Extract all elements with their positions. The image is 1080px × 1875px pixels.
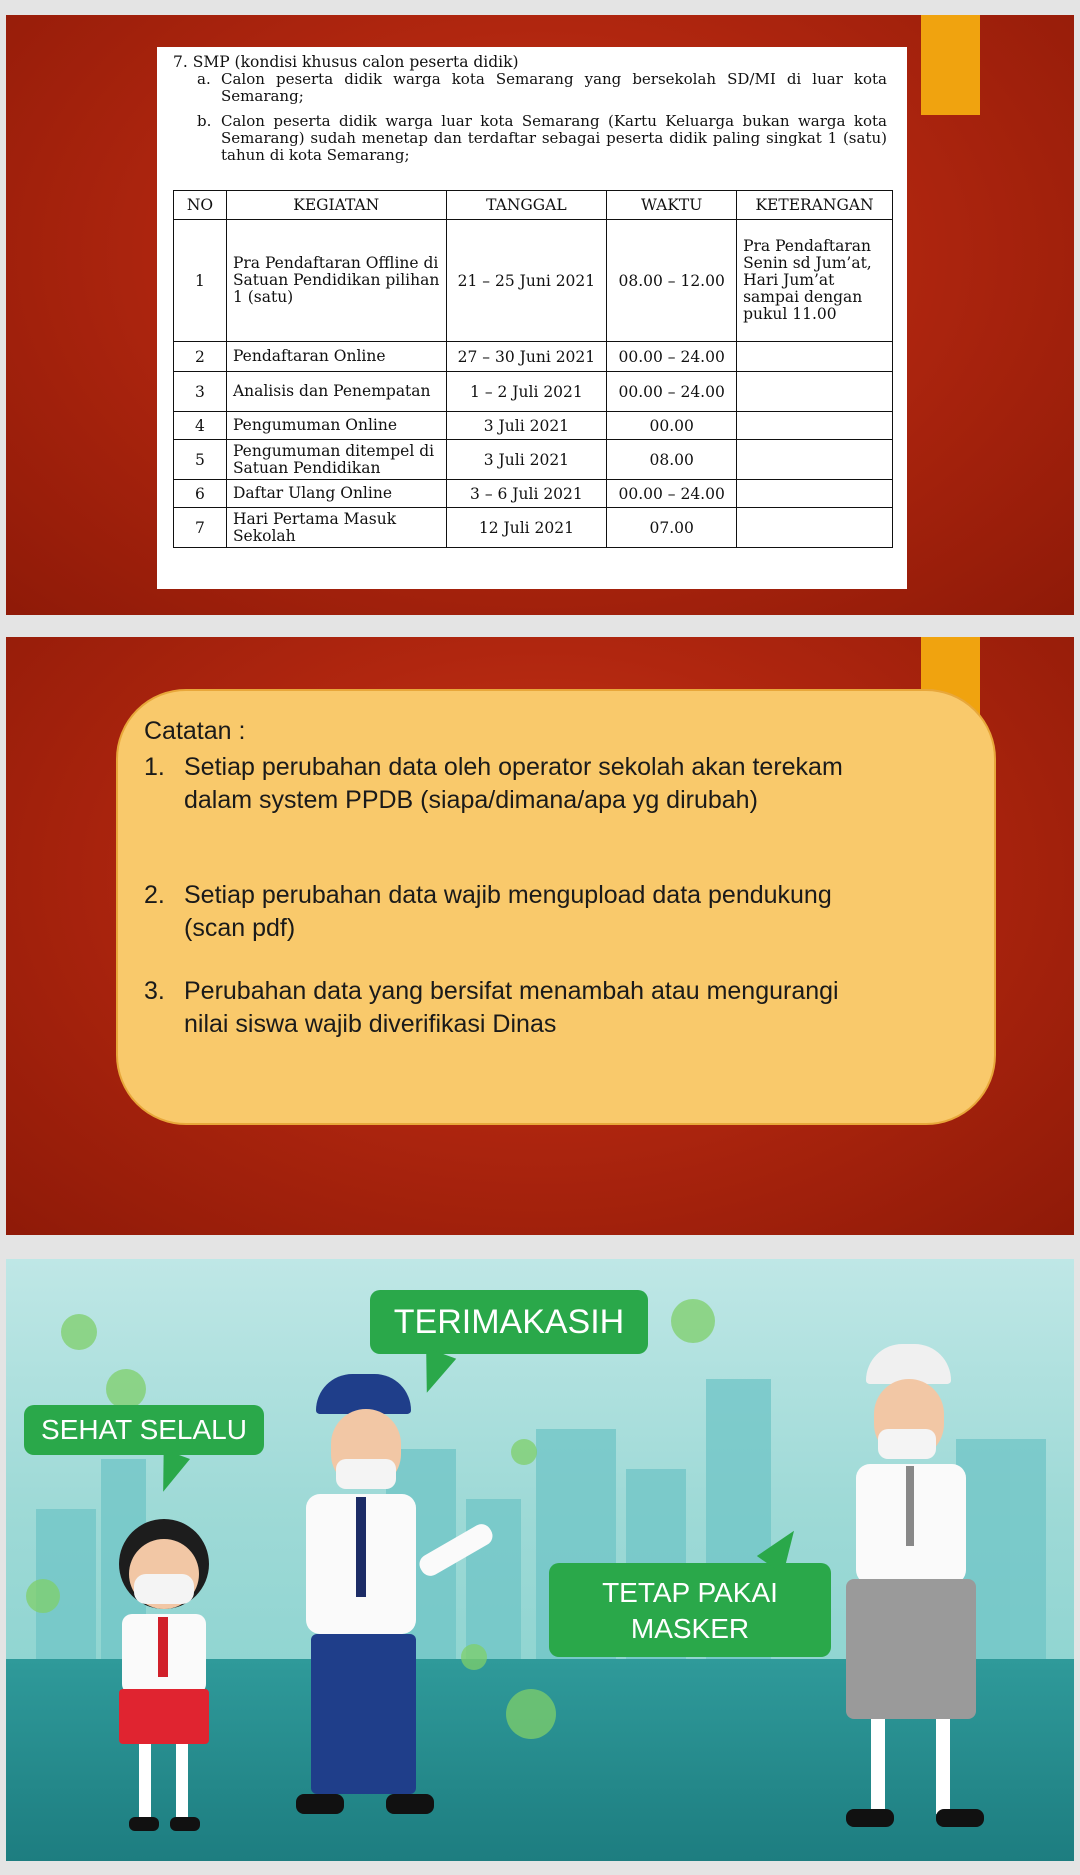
table-row — [174, 440, 893, 480]
note-number: 3. — [144, 977, 165, 1005]
cell-tanggal: 27 – 30 Juni 2021 — [446, 342, 607, 372]
doc-item-b — [197, 113, 887, 164]
table-row — [174, 508, 893, 548]
virus-icon — [61, 1314, 97, 1350]
virus-icon — [506, 1689, 556, 1739]
cell-waktu: 08.00 — [607, 440, 737, 480]
speech-bubble-tetap-pakai-masker — [549, 1563, 831, 1657]
table-header-row — [174, 191, 893, 220]
note-item-3 — [144, 975, 884, 1041]
cell-waktu: 00.00 – 24.00 — [607, 342, 737, 372]
doc-item-label: b. — [197, 112, 212, 130]
document-page — [157, 47, 907, 589]
virus-icon — [106, 1369, 146, 1409]
doc-item-label: a. — [197, 70, 211, 88]
speech-bubble-terimakasih — [370, 1290, 648, 1354]
cell-kegiatan: Pengumuman Online — [226, 412, 446, 440]
cell-keterangan — [737, 440, 893, 480]
cell-no: 2 — [174, 342, 227, 372]
virus-icon — [671, 1299, 715, 1343]
slide-notes — [6, 637, 1074, 1235]
accent-bar — [921, 15, 980, 115]
cell-tanggal: 3 Juli 2021 — [446, 440, 607, 480]
cell-no: 1 — [174, 220, 227, 342]
cell-keterangan — [737, 412, 893, 440]
doc-item-text: Calon peserta didik warga kota Semarang yang bersekolah SD/MI di luar kota Semarang; — [221, 70, 887, 105]
note-item-2 — [144, 879, 884, 945]
virus-icon — [26, 1579, 60, 1613]
cell-waktu: 08.00 – 12.00 — [607, 220, 737, 342]
virus-icon — [511, 1439, 537, 1465]
cell-waktu: 07.00 — [607, 508, 737, 548]
note-title: Catatan : — [144, 717, 246, 745]
bubble-tail — [150, 1449, 190, 1496]
cell-tanggal: 3 Juli 2021 — [446, 412, 607, 440]
student-girl-illustration — [94, 1509, 234, 1849]
cell-kegiatan: Pengumuman ditempel di Satuan Pendidikan — [226, 440, 446, 480]
table-row — [174, 342, 893, 372]
cell-no: 6 — [174, 480, 227, 508]
cell-kegiatan: Pendaftaran Online — [226, 342, 446, 372]
cell-no: 5 — [174, 440, 227, 480]
note-text: Setiap perubahan data oleh operator sekolah akan terekam dalam system PPDB (siapa/dimana/apa yg dirubah) — [184, 753, 843, 814]
schedule-table — [173, 190, 893, 548]
slide-schedule — [6, 15, 1074, 615]
col-header-kegiatan: KEGIATAN — [226, 191, 446, 220]
cell-tanggal: 1 – 2 Juli 2021 — [446, 372, 607, 412]
col-header-no: NO — [174, 191, 227, 220]
bubble-text: SEHAT SELALU — [41, 1414, 247, 1445]
cell-keterangan: Pra Pendaftaran Senin sd Jum’at, Hari Jum’at sampai dengan pukul 11.00 — [737, 220, 893, 342]
cell-tanggal: 12 Juli 2021 — [446, 508, 607, 548]
note-item-1 — [144, 751, 884, 817]
cell-waktu: 00.00 — [607, 412, 737, 440]
cell-keterangan — [737, 480, 893, 508]
cell-no: 7 — [174, 508, 227, 548]
cell-waktu: 00.00 – 24.00 — [607, 480, 737, 508]
bubble-text: TETAP PAKAI MASKER — [602, 1577, 778, 1644]
slide-closing-illustration — [6, 1259, 1074, 1861]
table-row — [174, 480, 893, 508]
cell-kegiatan: Pra Pendaftaran Offline di Satuan Pendidikan pilihan 1 (satu) — [226, 220, 446, 342]
table-row — [174, 372, 893, 412]
col-header-keterangan: KETERANGAN — [737, 191, 893, 220]
table-row — [174, 412, 893, 440]
doc-heading: 7. SMP (kondisi khusus calon peserta didik) — [173, 53, 519, 71]
cell-kegiatan: Hari Pertama Masuk Sekolah — [226, 508, 446, 548]
note-number: 2. — [144, 881, 165, 909]
bubble-text: TERIMAKASIH — [393, 1303, 625, 1341]
cell-keterangan — [737, 342, 893, 372]
cell-waktu: 00.00 – 24.00 — [607, 372, 737, 412]
cell-kegiatan: Analisis dan Penempatan — [226, 372, 446, 412]
cell-keterangan — [737, 372, 893, 412]
doc-item-text: Calon peserta didik warga luar kota Semarang (Kartu Keluarga bukan warga kota Semarang) sudah menetap dan terdaftar sebagai peserta didik paling singkat 1 (satu) tahun di kota Semarang; — [221, 112, 887, 164]
cell-kegiatan: Daftar Ulang Online — [226, 480, 446, 508]
table-row — [174, 220, 893, 342]
doc-item-a — [197, 71, 887, 105]
cell-no: 3 — [174, 372, 227, 412]
note-text: Setiap perubahan data wajib mengupload data pendukung (scan pdf) — [184, 881, 832, 942]
note-text: Perubahan data yang bersifat menambah atau mengurangi nilai siswa wajib diverifikasi Dinas — [184, 977, 839, 1038]
col-header-waktu: WAKTU — [607, 191, 737, 220]
cell-tanggal: 21 – 25 Juni 2021 — [446, 220, 607, 342]
col-header-tanggal: TANGGAL — [446, 191, 607, 220]
note-number: 1. — [144, 753, 165, 781]
student-boy-illustration — [276, 1369, 486, 1839]
cell-keterangan — [737, 508, 893, 548]
cell-tanggal: 3 – 6 Juli 2021 — [446, 480, 607, 508]
note-box — [116, 689, 996, 1125]
cell-no: 4 — [174, 412, 227, 440]
speech-bubble-sehat-selalu — [24, 1405, 264, 1455]
